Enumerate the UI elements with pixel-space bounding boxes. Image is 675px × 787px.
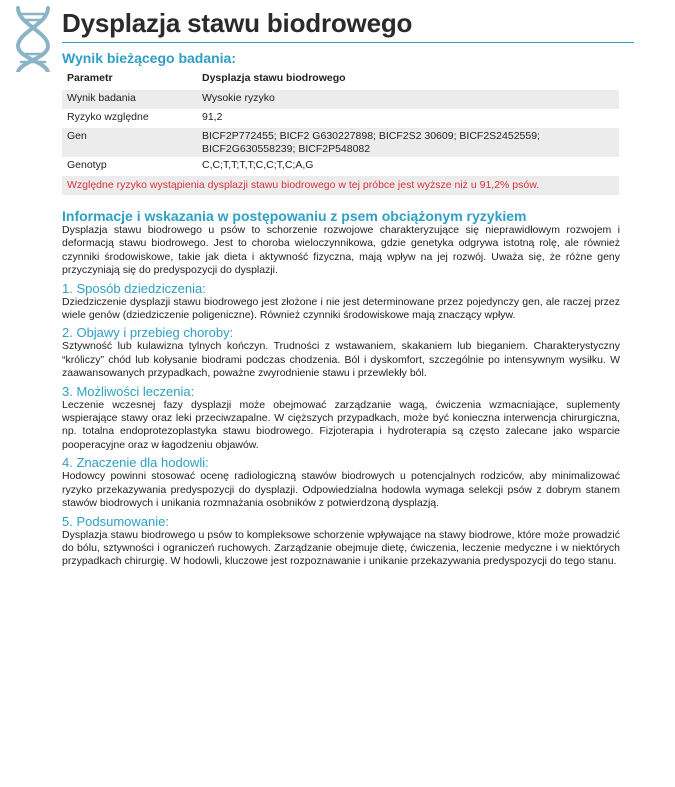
info-section (62, 208, 620, 569)
row-param: Gen (62, 128, 197, 157)
row-param: Genotyp (67, 159, 107, 171)
table-row (62, 90, 619, 109)
header (12, 6, 622, 46)
table-row (62, 157, 619, 176)
section-text: Sztywność lub kulawizna tylnych kończyn. Trudności z wstawaniem, skakaniem lub bieganiem. Charakterystyczny “króliczy” chód lub kołysanie biodrami podczas chodzenia. Ból i dyskomfort, szczególnie po intensywnym wysiłku. W zaawansowanych przypadkach, poważne zwyrodnienie stawu i przewlekły ból. (62, 340, 620, 380)
results-table (62, 70, 619, 195)
section-heading: 3. Możliwości leczenia: (62, 383, 195, 399)
row-value: C,C;T,T;T,T;C,C;T,C;A,G (202, 159, 314, 171)
section-heading: 1. Sposób dziedziczenia: (62, 280, 206, 296)
risk-warning: Względne ryzyko wystąpienia dysplazji stawu biodrowego w tej próbce jest wyższe niż u 91,2% psów. (62, 176, 619, 195)
table-header-row (62, 70, 619, 90)
param-header: Parametr (67, 72, 113, 84)
title-divider (62, 42, 634, 43)
section-text: Leczenie wczesnej fazy dysplazji może obejmować zarządzanie wagą, ćwiczenia wzmacniające, suplementy wspierające stawy oraz leki przeciwzapalne. W cięższych przypadkach, może być konieczna interwencja chirurgiczna, np. totalna endoprotezoplastyka stawu biodrowego. Fizjoterapia i hydroterapia są często zalecane jako wsparcie pooperacyjne oraz w łagodzeniu objawów. (62, 398, 620, 451)
section-text: Dysplazja stawu biodrowego u psów to kompleksowe schorzenie wpływające na stawy biodrowe, które może prowadzić do bólu, sztywności i ograniczeń ruchowych. Zarządzanie obejmuje dietę, ćwiczenia, leczenie medyczne i w niektórych przypadkach chirurgię. W hodowli, kluczowe jest rozpoznawanie i unikanie przekazywania predyspozycji do tego stanu. (62, 528, 620, 568)
row-value: BICF2P772455; BICF2 G630227898; BICF2S2 30609; BICF2S2452559; BICF2G630558239; BICF2P548082 (197, 128, 619, 157)
dna-helix-icon (12, 6, 54, 72)
row-param: Wynik badania (62, 90, 197, 109)
table-row (62, 128, 619, 157)
value-header: Dysplazja stawu biodrowego (202, 72, 346, 84)
section-heading: 2. Objawy i przebieg choroby: (62, 325, 234, 341)
row-param: Ryzyko względne (67, 111, 149, 123)
info-title: Informacje i wskazania w postępowaniu z psem obciążonym ryzykiem (62, 208, 527, 224)
row-value: Wysokie ryzyko (197, 90, 619, 109)
page-title: Dysplazja stawu biodrowego (62, 8, 413, 38)
section-text: Hodowcy powinni stosować ocenę radiologiczną stawów biodrowych u potencjalnych rodziców, aby minimalizować ryzyko przekazywania predyspozycji do dysplazji. Odpowiedzialna hodowla wymaga selekcji psów z dobrym stanem stawów biodrowych i unikania rozmnażania osobników z potwierdzoną dysplazją. (62, 470, 620, 510)
warning-row (62, 176, 619, 195)
section-heading: 4. Znaczenie dla hodowli: (62, 455, 209, 471)
table-row (62, 109, 619, 128)
results-section-title: Wynik bieżącego badania: (62, 50, 237, 66)
section-heading: 5. Podsumowanie: (62, 513, 169, 529)
row-value: 91,2 (202, 111, 223, 123)
info-intro: Dysplazja stawu biodrowego u psów to schorzenie rozwojowe charakteryzujące się nieprawidłowym rozwojem i deformacją stawu biodrowego. Jest to choroba wieloczynnikowa, gdzie genetyka odgrywa istotną rolę, ale również czynniki środowiskowe, takie jak dieta i aktywność fizyczna, mają wpływ na jej rozwój. Uważa się, że różne geny przyczyniają się do predyspozycji do dysplazji. (62, 224, 620, 277)
section-text: Dziedziczenie dysplazji stawu biodrowego jest złożone i nie jest determinowane przez pojedynczy gen, ale raczej przez wiele genów (dziedziczenie poligeniczne). Również czynniki środowiskowe mają znaczący wpływ. (62, 295, 620, 322)
